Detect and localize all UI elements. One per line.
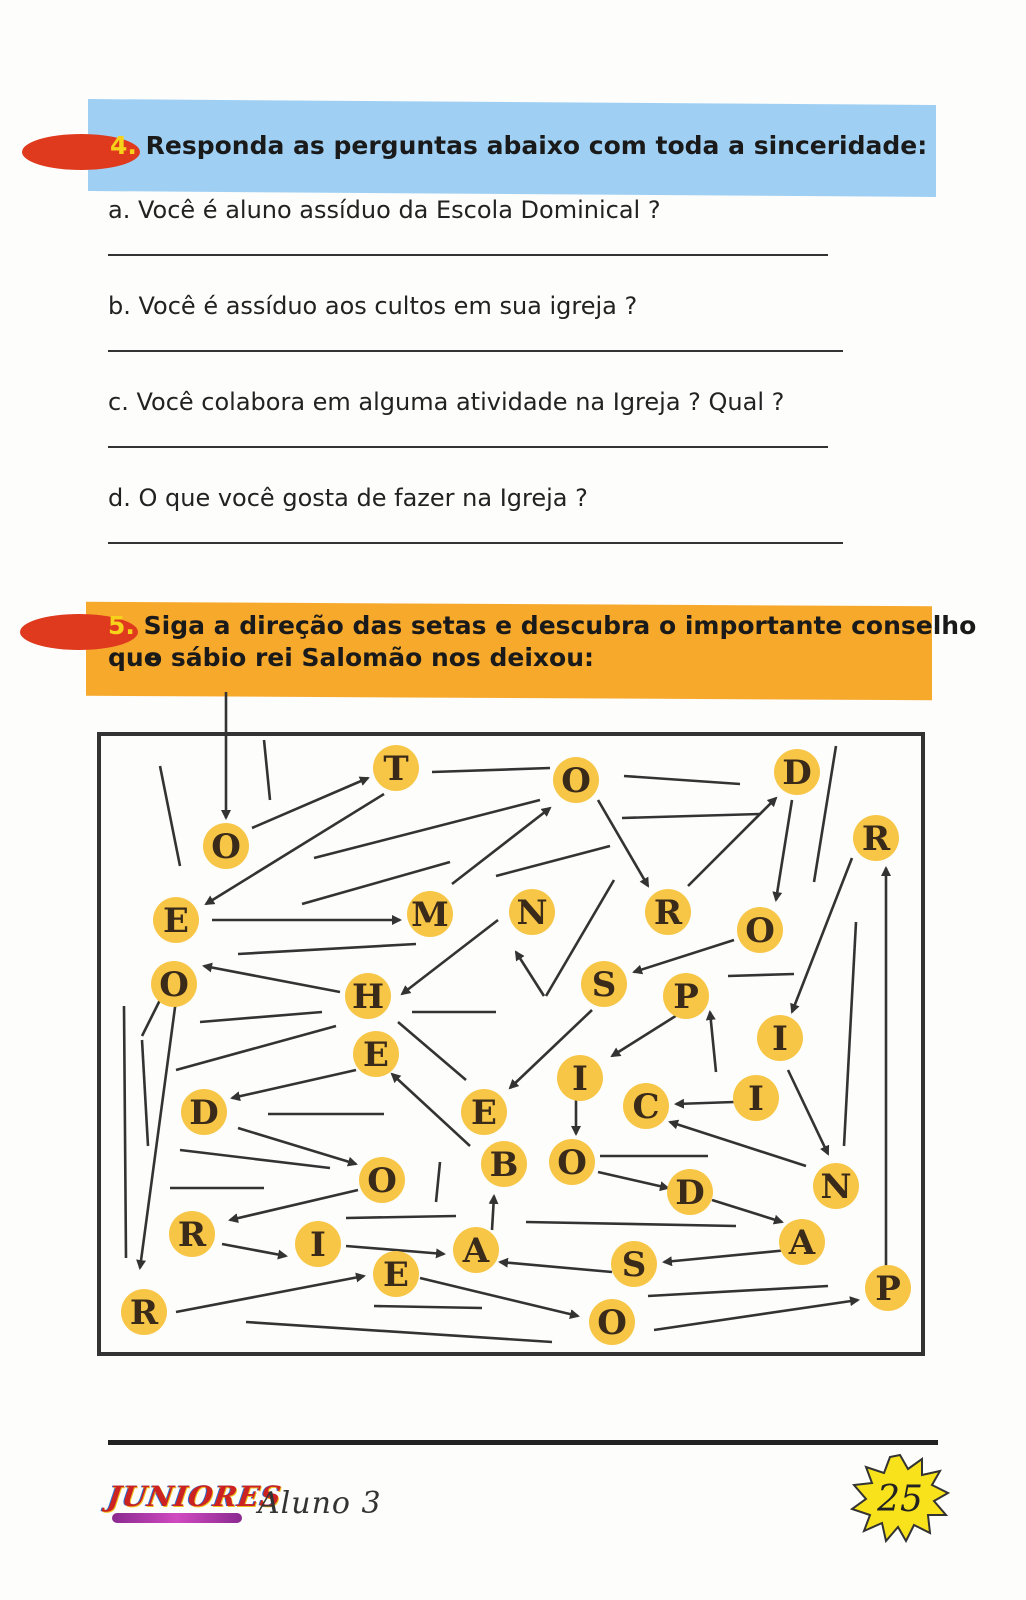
maze-letter-node bbox=[733, 1075, 779, 1121]
maze-arrow bbox=[516, 952, 544, 996]
footer-rule bbox=[108, 1440, 938, 1445]
maze-arrow bbox=[204, 966, 340, 992]
maze-letter: D bbox=[189, 1093, 219, 1133]
maze-letter-node bbox=[151, 961, 197, 1007]
maze-line bbox=[180, 1150, 330, 1168]
maze-letter: R bbox=[861, 819, 891, 859]
maze-letter-node bbox=[611, 1241, 657, 1287]
series-label: Aluno 3 bbox=[258, 1486, 382, 1521]
maze-arrow bbox=[492, 1196, 494, 1230]
maze-letter: P bbox=[673, 977, 699, 1017]
maze-line bbox=[246, 1322, 552, 1342]
question-d: d. O que você gosta de fazer na Igreja ? bbox=[108, 484, 588, 512]
maze-letter: E bbox=[471, 1093, 497, 1133]
maze-arrow bbox=[654, 1300, 858, 1330]
maze-letter: I bbox=[772, 1019, 788, 1059]
maze-letter: C bbox=[632, 1087, 660, 1127]
maze-letter-node bbox=[757, 1015, 803, 1061]
section-5-title-line1: Siga a direção das setas e descubra o importante conselho que bbox=[108, 611, 977, 672]
maze-letter: O bbox=[597, 1303, 627, 1343]
maze-letter-node bbox=[461, 1089, 507, 1135]
section-4-title: Responda as perguntas abaixo com toda a sinceridade: bbox=[145, 131, 928, 160]
maze-arrow bbox=[676, 1102, 734, 1104]
maze-letter-node bbox=[549, 1139, 595, 1185]
maze-arrow bbox=[598, 800, 648, 886]
maze-letter: O bbox=[211, 827, 241, 867]
maze-arrow bbox=[792, 858, 852, 1012]
maze-line bbox=[314, 800, 540, 858]
maze-letter: S bbox=[591, 965, 617, 1005]
maze-letter-node bbox=[623, 1083, 669, 1129]
maze-letter-node bbox=[153, 897, 199, 943]
maze-letter-node bbox=[481, 1141, 527, 1187]
maze-letter: I bbox=[572, 1059, 588, 1099]
maze-arrow bbox=[788, 1070, 828, 1154]
section-5-title-line2: o sábio rei Salomão nos deixou: bbox=[145, 643, 595, 672]
maze-line bbox=[624, 776, 740, 784]
section-4-number: 4. bbox=[110, 131, 137, 160]
section-5-number: 5. bbox=[108, 611, 135, 640]
maze-arrow bbox=[392, 1074, 470, 1146]
maze-letter-node bbox=[353, 1031, 399, 1077]
question-c: c. Você colabora em alguma atividade na Igreja ? Qual ? bbox=[108, 388, 785, 416]
maze-letter-node bbox=[169, 1211, 215, 1257]
maze-letter: I bbox=[310, 1225, 326, 1265]
juniores-logo: JUNIORES bbox=[105, 1480, 284, 1513]
maze-letter: A bbox=[788, 1223, 816, 1263]
maze-letter-node bbox=[359, 1157, 405, 1203]
maze-letter-node bbox=[589, 1299, 635, 1345]
maze-letter: O bbox=[745, 911, 775, 951]
maze-letter: R bbox=[653, 893, 683, 933]
maze-letter-node bbox=[645, 889, 691, 935]
maze-letter-node bbox=[737, 907, 783, 953]
maze-letter-node bbox=[373, 745, 419, 791]
maze-letter-node bbox=[813, 1163, 859, 1209]
maze-letter: M bbox=[411, 895, 449, 935]
maze-line bbox=[728, 974, 794, 976]
maze-letter: R bbox=[177, 1215, 207, 1255]
maze-letter-node bbox=[453, 1227, 499, 1273]
maze-arrow bbox=[664, 1250, 788, 1262]
maze-letter-node bbox=[295, 1221, 341, 1267]
maze-letter: T bbox=[383, 749, 409, 789]
maze-letter-node bbox=[181, 1089, 227, 1135]
maze-letter-node bbox=[774, 749, 820, 795]
maze-letter-node bbox=[779, 1219, 825, 1265]
maze-letter: B bbox=[489, 1145, 519, 1185]
maze-line bbox=[648, 1286, 828, 1296]
maze-line bbox=[398, 1022, 466, 1080]
maze-letter-node bbox=[667, 1169, 713, 1215]
maze-line bbox=[436, 1162, 440, 1202]
maze-letter-node bbox=[203, 823, 249, 869]
maze-letter-node bbox=[373, 1251, 419, 1297]
maze-letter-node bbox=[509, 889, 555, 935]
maze-arrow bbox=[688, 798, 776, 886]
maze-line bbox=[238, 944, 416, 954]
maze-arrow bbox=[222, 1244, 286, 1256]
maze-line bbox=[200, 1012, 322, 1022]
maze-line bbox=[142, 1040, 148, 1146]
maze-line bbox=[124, 1006, 126, 1258]
maze-line bbox=[496, 846, 610, 876]
maze-arrow bbox=[230, 1190, 358, 1220]
maze-arrow bbox=[712, 1200, 782, 1222]
maze-arrow bbox=[232, 1070, 356, 1098]
maze-letter: O bbox=[159, 965, 189, 1005]
question-a: a. Você é aluno assíduo da Escola Dominical ? bbox=[108, 196, 661, 224]
maze-line bbox=[176, 1026, 336, 1070]
maze-letter: O bbox=[557, 1143, 587, 1183]
maze-letter: P bbox=[875, 1269, 901, 1309]
maze-line bbox=[160, 766, 180, 866]
maze-letter: R bbox=[129, 1293, 159, 1333]
maze-arrow bbox=[776, 800, 792, 900]
maze-letter: N bbox=[820, 1167, 852, 1207]
maze-line bbox=[844, 922, 856, 1146]
maze-arrow bbox=[612, 1012, 682, 1056]
maze-letter: O bbox=[561, 761, 591, 801]
maze-letter: N bbox=[516, 893, 548, 933]
maze-letter: I bbox=[748, 1079, 764, 1119]
maze-letter-node bbox=[853, 815, 899, 861]
maze-letter-node bbox=[865, 1265, 911, 1311]
maze-arrow bbox=[500, 1262, 612, 1272]
maze-arrow bbox=[710, 1012, 716, 1072]
maze-line bbox=[622, 814, 760, 818]
maze-arrow bbox=[634, 940, 734, 972]
maze-arrow bbox=[420, 1278, 578, 1316]
maze-letter-node bbox=[581, 961, 627, 1007]
maze-letter: D bbox=[675, 1173, 705, 1213]
maze-line bbox=[374, 1306, 482, 1308]
maze-letter-node bbox=[121, 1289, 167, 1335]
maze-letter: E bbox=[163, 901, 189, 941]
maze-line bbox=[432, 768, 550, 772]
page-number: 25 bbox=[877, 1479, 923, 1520]
maze-letter-node bbox=[345, 973, 391, 1019]
maze-letter: H bbox=[351, 977, 385, 1017]
maze-letter-node bbox=[557, 1055, 603, 1101]
maze-line bbox=[142, 1000, 160, 1036]
maze-letter-node bbox=[553, 757, 599, 803]
maze-letter-node bbox=[663, 973, 709, 1019]
question-b: b. Você é assíduo aos cultos em sua igreja ? bbox=[108, 292, 638, 320]
maze-arrow bbox=[670, 1122, 806, 1166]
maze-letter: E bbox=[363, 1035, 389, 1075]
maze-letter: E bbox=[383, 1255, 409, 1295]
logo-swoosh bbox=[112, 1513, 242, 1523]
maze-arrow bbox=[176, 1276, 364, 1312]
maze-line bbox=[346, 1216, 456, 1218]
maze-letter: A bbox=[462, 1231, 490, 1271]
maze-line bbox=[264, 740, 270, 800]
page-number-badge bbox=[850, 1453, 950, 1543]
maze-letter: S bbox=[621, 1245, 647, 1285]
maze-letter: O bbox=[367, 1161, 397, 1201]
maze-letter-node bbox=[407, 891, 453, 937]
maze-letter: D bbox=[782, 753, 812, 793]
maze-arrow bbox=[598, 1172, 668, 1188]
maze-line bbox=[526, 1222, 736, 1226]
